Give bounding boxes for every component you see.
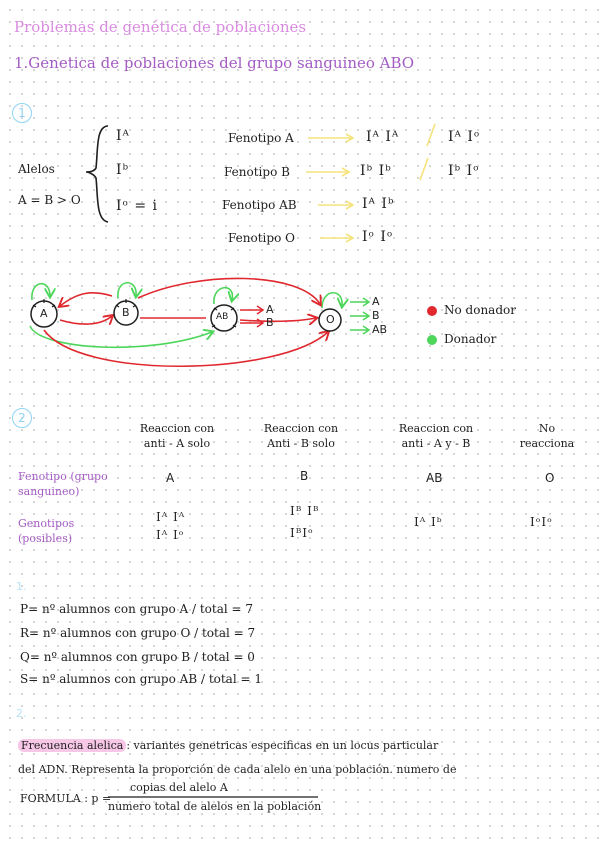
o-output-b: B [372,309,380,322]
genotype-cell-a-1: Iᴬ Iᴬ [156,510,186,524]
row-label-phenotype: Fenotipo (grupo sanguineo) [18,470,108,498]
ab-output-a: A [266,303,274,316]
section-2-marker: 2 [12,408,32,428]
ab-output-b: B [266,316,274,329]
genotype-cell-b-2: IᴮIᵒ [290,526,314,540]
phenotype-cell-a: A [166,471,175,485]
problem-1-line-q: Q= nº alumnos con grupo B / total = 0 [20,650,255,664]
genotype-cell-a-2: Iᴬ Iᵒ [156,528,185,542]
genotype-b-hetero: Iᵇ Iᵒ [448,163,480,179]
alleles-label: Alelos [18,162,55,176]
node-o-label: O [326,313,335,326]
genotype-b-homo: Iᵇ Iᵇ [360,163,392,179]
problem-1-number: 1. [16,580,27,593]
problem-1-line-s: S= nº alumnos con grupo AB / total = 1 [20,672,262,686]
definition-text: : variantes genetricas especificas en un locus particular [126,739,439,752]
section-1-marker: 1 [12,103,32,123]
allele-a: Iᴬ [116,128,130,144]
term-highlight: Frecuencia alelica [18,739,126,752]
phenotype-ab-label: Fenotipo AB [222,198,297,212]
dominance-rule: A = B > O [18,193,81,207]
genotype-cell-ab: Iᴬ Iᵇ [414,515,443,529]
genotype-cell-b-1: Iᴮ Iᴮ [290,504,320,518]
header-anti-b: Reaccion con Anti - B solo [263,422,339,450]
row-label-genotypes: Genotipos (posibles) [18,517,75,545]
page-title: Problemas de genética de poblaciones [14,18,307,36]
genotype-o: Iᵒ Iᵒ [362,229,394,245]
node-b-label: B [122,306,130,319]
header-no-reaction: No reacciona [519,422,575,450]
genotype-cell-o: IᵒIᵒ [530,515,553,529]
problem-1-line-r: R= nº alumnos con grupo O / total = 7 [20,626,256,640]
node-ab-label: AB [216,312,229,322]
phenotype-cell-o: O [545,471,555,485]
o-output-a: A [372,295,380,308]
phenotype-o-label: Fenotipo O [228,231,295,245]
header-anti-a: Reaccion con anti - A solo [139,422,215,450]
problem-1-line-p: P= nº alumnos con grupo A / total = 7 [20,602,254,616]
genotype-a-hetero: Iᴬ Iᵒ [448,129,481,145]
formula-denominator: numero total de alelos en la población [108,800,322,813]
phenotype-a-label: Fenotipo A [228,131,294,145]
genotype-ab: Iᴬ Iᵇ [362,196,395,212]
legend-donor: Donador [444,332,497,346]
genotype-a-homo: Iᴬ Iᴬ [366,129,400,145]
phenotype-cell-b: B [300,469,309,483]
problem-2-line-2: del ADN. Representa la proporción de cada alelo en una población. numero de [18,763,457,776]
allele-b: Iᵇ [116,162,130,178]
allele-o: Iᵒ = i [116,198,159,214]
phenotype-cell-ab: AB [426,471,443,485]
section-subtitle: 1.Genetica de poblaciones del grupo sanguineo ABO [14,54,415,72]
formula-numerator: copias del alelo A [130,781,228,794]
o-output-ab: AB [372,323,388,336]
legend-no-donor: No donador [444,303,516,317]
phenotype-b-label: Fenotipo B [224,165,290,179]
problem-2-number: 2. [16,707,27,720]
header-anti-ab: Reaccion con anti - A y - B [398,422,474,450]
formula-label: FORMULA : p = [20,792,112,805]
node-a-label: A [40,307,48,320]
